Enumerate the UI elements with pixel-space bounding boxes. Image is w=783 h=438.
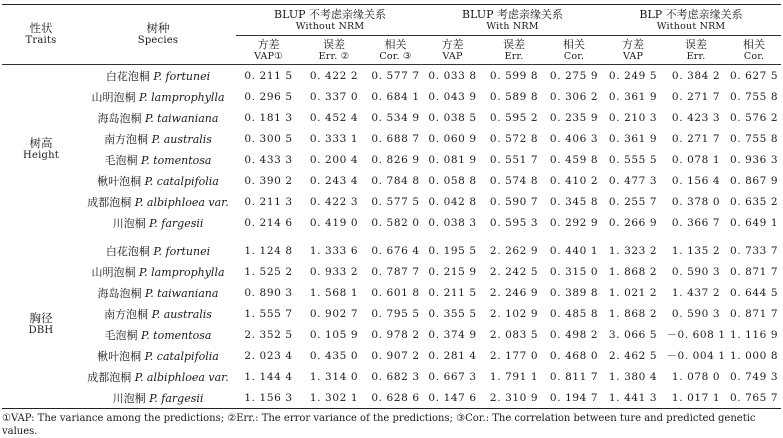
- value-cell: 2. 177 0: [489, 349, 539, 362]
- value-cell: 0. 599 8: [489, 69, 539, 82]
- value-cell: 1. 380 4: [608, 370, 658, 383]
- table-container: [2, 4, 781, 438]
- species-cell: [80, 345, 236, 366]
- value-cell: 0. 281 4: [428, 349, 477, 362]
- group-header-blup-without: [236, 5, 424, 36]
- value-cell: 0. 361 9: [608, 90, 658, 103]
- value-cell: 0. 337 0: [309, 90, 359, 103]
- value-cell: 0. 181 3: [244, 111, 293, 124]
- value-cell: 0. 271 7: [671, 90, 721, 103]
- value-cell: 0. 435 0: [309, 349, 359, 362]
- value-cell: 2. 310 9: [489, 391, 539, 404]
- value-cell: －0. 608 1: [666, 329, 726, 341]
- group-title-zh: BLUP 不考虑亲缘关系: [274, 8, 386, 21]
- sub-header-err: [665, 36, 727, 65]
- table-row: [2, 212, 781, 233]
- value-cell: 0. 682 3: [371, 370, 420, 383]
- value-cell: 0. 315 0: [549, 265, 599, 278]
- value-cell: 0. 667 3: [428, 370, 477, 383]
- value-cell: 0. 577 5: [371, 195, 420, 208]
- species-cell: [80, 303, 236, 324]
- sub-header-en: Cor. ③: [379, 50, 412, 62]
- sub-header-zh: 相关: [563, 37, 586, 51]
- value-cell: 0. 306 2: [549, 90, 599, 103]
- value-cell: 1. 078 0: [671, 370, 721, 383]
- table-row: [2, 170, 781, 191]
- value-cell: 1. 333 6: [309, 244, 359, 257]
- sub-header-zh: 相关: [384, 37, 407, 51]
- value-cell: 1. 314 0: [309, 370, 359, 383]
- value-cell: 0. 787 7: [371, 265, 420, 278]
- trait-name-zh: 树高: [29, 135, 53, 150]
- table-row: [2, 345, 781, 366]
- value-cell: 0. 147 6: [428, 391, 477, 404]
- value-cell: 1. 302 1: [309, 391, 359, 404]
- trait-name-en: DBH: [28, 324, 54, 336]
- trait-cell: [2, 240, 80, 409]
- species-name-zh: 海岛泡桐: [97, 111, 142, 125]
- value-cell: 0. 366 7: [671, 216, 721, 229]
- species-name-zh: 海岛泡桐: [97, 286, 142, 300]
- value-cell: 0. 733 7: [729, 244, 779, 257]
- value-cell: 0. 890 3: [244, 286, 293, 299]
- value-cell: 0. 871 7: [729, 265, 779, 278]
- value-cell: 0. 042 8: [428, 195, 477, 208]
- table-row: [2, 282, 781, 303]
- value-cell: 2. 352 5: [244, 328, 293, 341]
- value-cell: 0. 468 0: [549, 349, 599, 362]
- species-cell: [80, 212, 236, 233]
- value-cell: 0. 644 5: [729, 286, 779, 299]
- value-cell: 0. 933 2: [309, 265, 359, 278]
- value-cell: 0. 345 8: [549, 195, 599, 208]
- value-cell: 0. 749 3: [729, 370, 779, 383]
- sub-header-en: Cor.: [563, 50, 585, 62]
- value-cell: －0. 004 1: [666, 350, 726, 362]
- value-cell: 0. 195 5: [428, 244, 477, 257]
- species-name-zh: 白花泡桐: [105, 69, 150, 83]
- group-title-en: With NRM: [486, 21, 539, 32]
- table-row: [2, 303, 781, 324]
- species-cell: [80, 170, 236, 191]
- species-header-zh: 树种: [146, 21, 170, 35]
- table-row: [2, 86, 781, 107]
- value-cell: 0. 459 8: [549, 153, 599, 166]
- value-cell: 0. 582 0: [371, 216, 420, 229]
- value-cell: 0. 243 4: [309, 174, 359, 187]
- sub-header-en: Err.: [504, 50, 524, 62]
- sub-header-cor: [367, 36, 424, 65]
- sub-header-vap: [236, 36, 301, 65]
- species-cell: [80, 240, 236, 261]
- value-cell: 0. 060 9: [428, 132, 477, 145]
- value-cell: 1. 323 2: [608, 244, 658, 257]
- table-row: [2, 324, 781, 345]
- value-cell: 0. 255 7: [608, 195, 658, 208]
- sub-header-cor: [727, 36, 781, 65]
- value-cell: 0. 374 9: [428, 328, 477, 341]
- sub-header-en: Err.: [686, 50, 706, 62]
- trait-name-en: Height: [23, 149, 59, 161]
- value-cell: 2. 023 4: [244, 349, 293, 362]
- value-cell: 0. 406 3: [549, 132, 599, 145]
- trait-header: [2, 5, 80, 65]
- value-cell: 0. 551 7: [489, 153, 539, 166]
- value-cell: 1. 156 3: [244, 391, 293, 404]
- sub-header-cor: [547, 36, 601, 65]
- value-cell: 1. 791 1: [489, 370, 539, 383]
- species-name-latin: P. tomentosa: [141, 328, 212, 342]
- species-name-zh: 川泡桐: [112, 391, 146, 405]
- value-cell: 2. 262 9: [489, 244, 539, 257]
- value-cell: 0. 249 5: [608, 69, 658, 82]
- table-row: [2, 191, 781, 212]
- table-row: [2, 261, 781, 282]
- value-cell: 0. 485 8: [549, 307, 599, 320]
- value-cell: 0. 811 7: [549, 370, 599, 383]
- value-cell: 0. 300 5: [244, 132, 293, 145]
- sub-header-en: VAP: [622, 50, 644, 62]
- value-cell: 0. 534 9: [371, 111, 420, 124]
- value-cell: 0. 200 4: [309, 153, 359, 166]
- species-name-zh: 南方泡桐: [104, 132, 149, 146]
- species-name-latin: P. fortunei: [153, 69, 211, 83]
- value-cell: 0. 275 9: [549, 69, 599, 82]
- value-cell: 0. 235 9: [549, 111, 599, 124]
- value-cell: 0. 211 5: [244, 69, 293, 82]
- value-cell: 0. 755 8: [729, 132, 779, 145]
- species-cell: [80, 128, 236, 149]
- value-cell: 0. 867 9: [729, 174, 779, 187]
- section-gap-cell: [2, 233, 781, 240]
- species-cell: [80, 261, 236, 282]
- value-cell: 0. 378 0: [671, 195, 721, 208]
- value-cell: 1. 017 1: [671, 391, 721, 404]
- value-cell: 1. 021 2: [608, 286, 658, 299]
- species-name-latin: P. australis: [151, 132, 212, 146]
- species-name-latin: P. australis: [151, 307, 212, 321]
- species-cell: [80, 149, 236, 170]
- value-cell: 0. 105 9: [309, 328, 359, 341]
- value-cell: 1. 116 9: [729, 328, 779, 341]
- value-cell: 0. 361 9: [608, 132, 658, 145]
- sub-header-en: Cor.: [743, 50, 765, 62]
- value-cell: 0. 043 9: [428, 90, 477, 103]
- results-table: [2, 4, 781, 409]
- sub-header-zh: 方差: [257, 38, 280, 51]
- value-cell: 0. 590 7: [489, 195, 539, 208]
- value-cell: 1. 568 1: [309, 286, 359, 299]
- value-cell: 0. 826 9: [371, 153, 420, 166]
- value-cell: 0. 215 9: [428, 265, 477, 278]
- species-cell: [80, 86, 236, 107]
- group-title-en: Without NRM: [656, 21, 726, 32]
- value-cell: 0. 211 3: [244, 195, 293, 208]
- sub-header-zh: 误差: [503, 37, 526, 51]
- value-cell: 0. 902 7: [309, 307, 359, 320]
- value-cell: 0. 038 3: [428, 216, 477, 229]
- value-cell: 2. 083 5: [489, 328, 539, 341]
- species-name-latin: P. taiwaniana: [145, 111, 219, 125]
- value-cell: 0. 078 1: [671, 153, 721, 166]
- species-cell: [80, 366, 236, 387]
- value-cell: 0. 266 9: [608, 216, 658, 229]
- value-cell: 0. 784 8: [371, 174, 420, 187]
- value-cell: 0. 081 9: [428, 153, 477, 166]
- species-name-latin: P. albiphloea var.: [134, 195, 229, 209]
- value-cell: 0. 210 3: [608, 111, 658, 124]
- value-cell: 1. 437 2: [671, 286, 721, 299]
- value-cell: 0. 390 2: [244, 174, 293, 187]
- sub-header-zh: 方差: [441, 37, 464, 51]
- sub-header-zh: 相关: [743, 37, 766, 51]
- sub-header-zh: 误差: [323, 37, 345, 51]
- species-name-latin: P. taiwaniana: [145, 286, 219, 300]
- species-name-zh: 楸叶泡桐: [97, 349, 142, 363]
- value-cell: 2. 102 9: [489, 307, 539, 320]
- value-cell: 0. 572 8: [489, 132, 539, 145]
- species-name-zh: 川泡桐: [112, 216, 146, 230]
- species-cell: [80, 65, 236, 87]
- species-name-latin: P. fargesii: [149, 391, 204, 405]
- species-name-zh: 毛泡桐: [104, 328, 138, 342]
- table-row: [2, 107, 781, 128]
- value-cell: 0. 765 7: [729, 391, 779, 404]
- value-cell: 0. 292 9: [549, 216, 599, 229]
- value-cell: 0. 355 5: [428, 307, 477, 320]
- species-name-zh: 毛泡桐: [104, 153, 138, 167]
- value-cell: 1. 144 4: [244, 370, 293, 383]
- trait-name-zh: 胸径: [29, 310, 53, 325]
- sub-header-en: VAP: [442, 50, 463, 62]
- value-cell: 0. 555 5: [608, 153, 658, 166]
- species-cell: [80, 191, 236, 212]
- species-name-latin: P. lamprophylla: [138, 265, 225, 279]
- species-name-zh: 山明泡桐: [91, 265, 136, 279]
- value-cell: 1. 124 8: [244, 244, 293, 257]
- sub-header-err: [301, 36, 367, 65]
- species-name-latin: P. fortunei: [153, 244, 211, 258]
- group-title-en: Without NRM: [295, 21, 365, 32]
- value-cell: 0. 422 3: [309, 195, 359, 208]
- species-name-latin: P. catalpifolia: [144, 174, 219, 188]
- value-cell: 0. 755 8: [729, 90, 779, 103]
- value-cell: 0. 676 4: [371, 244, 420, 257]
- value-cell: 0. 576 2: [729, 111, 779, 124]
- species-name-zh: 楸叶泡桐: [97, 174, 142, 188]
- value-cell: 0. 058 8: [428, 174, 477, 187]
- section-gap: [2, 233, 781, 240]
- value-cell: 0. 590 3: [671, 307, 721, 320]
- value-cell: 0. 419 0: [309, 216, 359, 229]
- table-row: [2, 387, 781, 409]
- species-header: [80, 5, 236, 65]
- species-header-en: Species: [137, 35, 179, 46]
- value-cell: 0. 194 7: [549, 391, 599, 404]
- sub-header-vap: [424, 36, 481, 65]
- species-cell: [80, 107, 236, 128]
- value-cell: 0. 498 2: [549, 328, 599, 341]
- species-cell: [80, 324, 236, 345]
- value-cell: 0. 477 3: [608, 174, 658, 187]
- value-cell: 0. 452 4: [309, 111, 359, 124]
- species-cell: [80, 387, 236, 409]
- sub-header-zh: 方差: [622, 37, 645, 51]
- value-cell: 0. 574 8: [489, 174, 539, 187]
- value-cell: 0. 211 5: [428, 286, 477, 299]
- value-cell: 0. 601 8: [371, 286, 420, 299]
- value-cell: 0. 440 1: [549, 244, 599, 257]
- group-title-zh: BLP 不考虑亲缘关系: [639, 8, 743, 21]
- value-cell: 0. 296 5: [244, 90, 293, 103]
- table-row: [2, 366, 781, 387]
- value-cell: 0. 627 5: [729, 69, 779, 82]
- group-title-zh: BLUP 考虑亲缘关系: [462, 8, 564, 21]
- table-footnotes: ①VAP: The variance among the predictions; ②Err.: The error variance of the predictions; ③Cor.: The correlation between ture and predicted genetic values.: [2, 413, 756, 437]
- value-cell: 1. 441 3: [608, 391, 658, 404]
- value-cell: 0. 595 3: [489, 216, 539, 229]
- value-cell: 0. 038 5: [428, 111, 477, 124]
- species-name-latin: P. lamprophylla: [138, 90, 225, 104]
- sub-header-vap: [601, 36, 665, 65]
- value-cell: 0. 684 1: [371, 90, 420, 103]
- value-cell: 0. 389 8: [549, 286, 599, 299]
- group-header-blp-without: [601, 5, 781, 36]
- value-cell: 0. 795 5: [371, 307, 420, 320]
- value-cell: 1. 525 2: [244, 265, 293, 278]
- value-cell: 0. 595 2: [489, 111, 539, 124]
- species-name-zh: 成都泡桐: [87, 195, 132, 209]
- species-name-latin: P. tomentosa: [141, 153, 212, 167]
- value-cell: 0. 635 2: [729, 195, 779, 208]
- value-cell: 0. 590 3: [671, 265, 721, 278]
- value-cell: 1. 868 2: [608, 307, 658, 320]
- value-cell: 0. 589 8: [489, 90, 539, 103]
- value-cell: 0. 384 2: [671, 69, 721, 82]
- value-cell: 2. 462 5: [608, 349, 658, 362]
- trait-header-en: Traits: [25, 35, 57, 46]
- value-cell: 0. 422 2: [309, 69, 359, 82]
- sub-header-en: Err. ②: [318, 50, 350, 62]
- species-name-zh: 南方泡桐: [104, 307, 149, 321]
- value-cell: 0. 649 1: [729, 216, 779, 229]
- value-cell: 0. 271 7: [671, 132, 721, 145]
- value-cell: 0. 688 7: [371, 132, 420, 145]
- table-row: [2, 65, 781, 87]
- value-cell: 0. 333 1: [309, 132, 359, 145]
- value-cell: 0. 410 2: [549, 174, 599, 187]
- table-body: [2, 65, 781, 409]
- species-name-latin: P. catalpifolia: [144, 349, 219, 363]
- sub-header-err: [481, 36, 547, 65]
- trait-cell: [2, 65, 80, 234]
- species-name-zh: 白花泡桐: [105, 244, 150, 258]
- value-cell: 0. 577 7: [371, 69, 420, 82]
- value-cell: 0. 907 2: [371, 349, 420, 362]
- value-cell: 0. 628 6: [371, 391, 420, 404]
- species-name-zh: 山明泡桐: [91, 90, 136, 104]
- table-row: [2, 149, 781, 170]
- sub-header-zh: 误差: [685, 37, 708, 51]
- value-cell: 0. 033 8: [428, 69, 477, 82]
- table-row: [2, 128, 781, 149]
- value-cell: 0. 433 3: [244, 153, 293, 166]
- trait-header-zh: 性状: [29, 21, 53, 35]
- value-cell: 0. 936 3: [729, 153, 779, 166]
- species-cell: [80, 282, 236, 303]
- value-cell: 2. 246 9: [489, 286, 539, 299]
- table-row: [2, 240, 781, 261]
- species-name-latin: P. albiphloea var.: [134, 370, 229, 384]
- species-name-latin: P. fargesii: [149, 216, 204, 230]
- value-cell: 2. 242 5: [489, 265, 539, 278]
- value-cell: 0. 423 3: [671, 111, 721, 124]
- value-cell: 1. 000 8: [729, 349, 779, 362]
- value-cell: 1. 555 7: [244, 307, 293, 320]
- species-name-zh: 成都泡桐: [87, 370, 132, 384]
- value-cell: 1. 135 2: [671, 244, 721, 257]
- value-cell: 0. 156 4: [671, 174, 721, 187]
- group-header-blup-with: [424, 5, 601, 36]
- value-cell: 3. 066 5: [608, 328, 658, 341]
- sub-header-en: VAP①: [254, 51, 283, 62]
- value-cell: 0. 214 6: [244, 216, 293, 229]
- value-cell: 0. 978 2: [371, 328, 420, 341]
- value-cell: 0. 871 7: [729, 307, 779, 320]
- value-cell: 1. 868 2: [608, 265, 658, 278]
